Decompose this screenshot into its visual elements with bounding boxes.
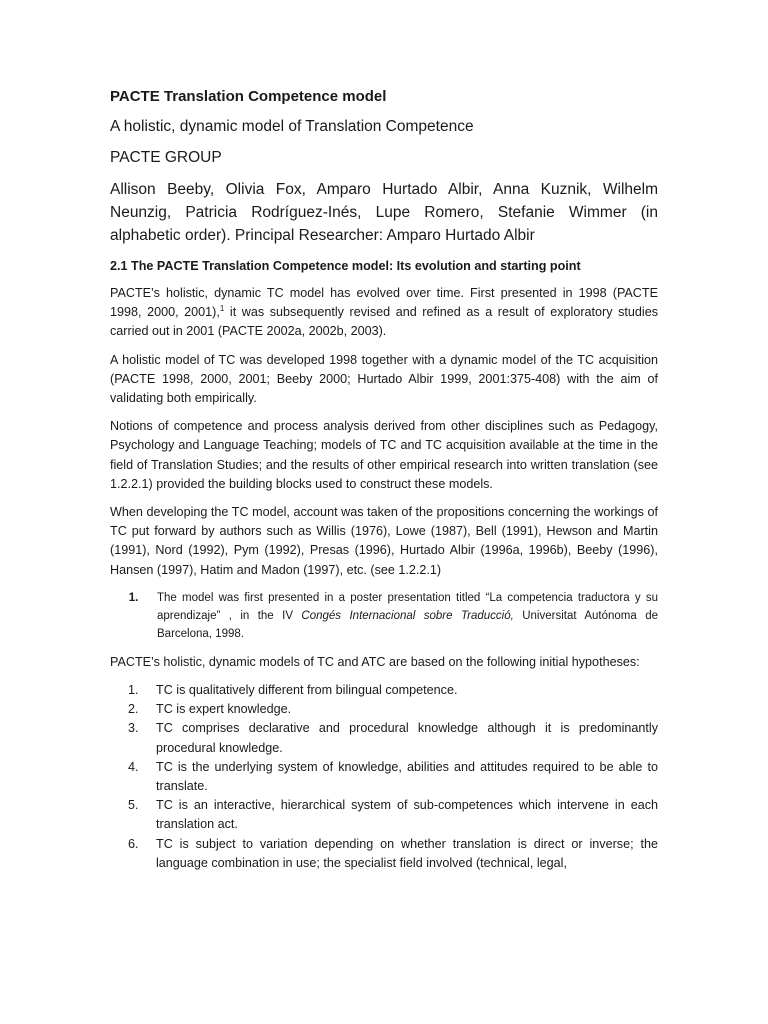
paragraph-2: A holistic model of TC was developed 1998 together with a dynamic model of the TC acquisition (PACTE 1998, 2000, 2001; Beeby 2000; Hurtado Albir 1999, 2001:375-408) with the aim of validating both empirically.: [110, 352, 658, 406]
footnote-number: 1.: [128, 591, 139, 604]
list-item: [110, 700, 658, 719]
paragraph-1-text-a: PACTE’s holistic, dynamic TC model has evolved over time. First presented in 1998 (PACTE 1998, 2000, 2001),: [110, 286, 658, 320]
list-item: [110, 835, 658, 873]
list-item-number: 3.: [128, 721, 139, 736]
list-item-number: 6.: [128, 836, 139, 851]
footnote-text-a: The model was first presented in a poster presentation titled “La competencia traductora y su aprendizaje” , in the IV: [157, 591, 658, 622]
list-item: [110, 758, 658, 796]
hypotheses-list: [110, 681, 658, 873]
list-item-number: 5.: [128, 798, 139, 813]
footnote-reference: 1: [219, 304, 225, 314]
list-item: [110, 796, 658, 834]
footnote-italic: Congés Internacional sobre Traducció,: [301, 609, 514, 622]
list-item: [110, 719, 658, 757]
list-item-number: 2.: [128, 702, 139, 717]
list-item-text: TC is subject to variation depending on whether translation is direct or inverse; the language combination in use; the specialist field involved (technical, legal,: [156, 836, 658, 870]
authors-line: Allison Beeby, Olivia Fox, Amparo Hurtado Albir, Anna Kuznik, Wilhelm Neunzig, Patricia Rodríguez-Inés, Lupe Romero, Stefanie Wimmer (in alphabetic order). Principal Researcher: Amparo Hurtado Albir: [110, 181, 658, 244]
document-title: PACTE Translation Competence model: [110, 88, 387, 105]
document-body: [110, 86, 658, 873]
paragraph-4: When developing the TC model, account was taken of the propositions concerning the workings of TC put forward by authors such as Willis (1976), Lowe (1987), Bell (1991), Hewson and Martin (1991), Nord (1992), Pym (1992), Presas (1996), Hurtado Albir (1996a, 1996b), Beeby (1996), Hansen (1997), Hatim and Madon (1997), etc. (see 1.2.2.1): [110, 505, 658, 577]
list-item-text: TC is an interactive, hierarchical system of sub-competences which intervene in each translation act.: [156, 798, 658, 832]
section-heading: 2.1 The PACTE Translation Competence model: Its evolution and starting point: [110, 259, 581, 273]
paragraph-1-text-b: it was subsequently revised and refined as a result of exploratory studies carried out in 2001 (PACTE 2002a, 2002b, 2003).: [110, 305, 658, 339]
list-item: [110, 681, 658, 700]
list-item-text: TC comprises declarative and procedural knowledge although it is predominantly procedural knowledge.: [156, 721, 658, 755]
group-name: PACTE GROUP: [110, 149, 222, 166]
footnote-text: [157, 589, 658, 643]
list-item-text: TC is qualitatively different from bilingual competence.: [156, 683, 458, 698]
paragraph-1: [110, 284, 658, 342]
paragraph-5: PACTE’s holistic, dynamic models of TC and ATC are based on the following initial hypotheses:: [110, 654, 640, 669]
list-item-number: 1.: [128, 683, 139, 698]
list-item-text: TC is expert knowledge.: [156, 702, 292, 717]
footnote: [110, 589, 658, 643]
footnote-text-b: Universitat Autónoma de Barcelona, 1998.: [157, 609, 658, 640]
paragraph-3: Notions of competence and process analysis derived from other disciplines such as Pedagogy, Psychology and Language Teaching; models of TC and TC acquisition available at the time in the field of Translation Studies; and the results of other empirical research into written translation (see 1.2.2.1) provided the building blocks used to construct these models.: [110, 419, 658, 491]
document-subtitle: A holistic, dynamic model of Translation Competence: [110, 118, 474, 135]
list-item-text: TC is the underlying system of knowledge, abilities and attitudes required to be able to translate.: [156, 759, 658, 794]
list-item-number: 4.: [128, 759, 139, 774]
